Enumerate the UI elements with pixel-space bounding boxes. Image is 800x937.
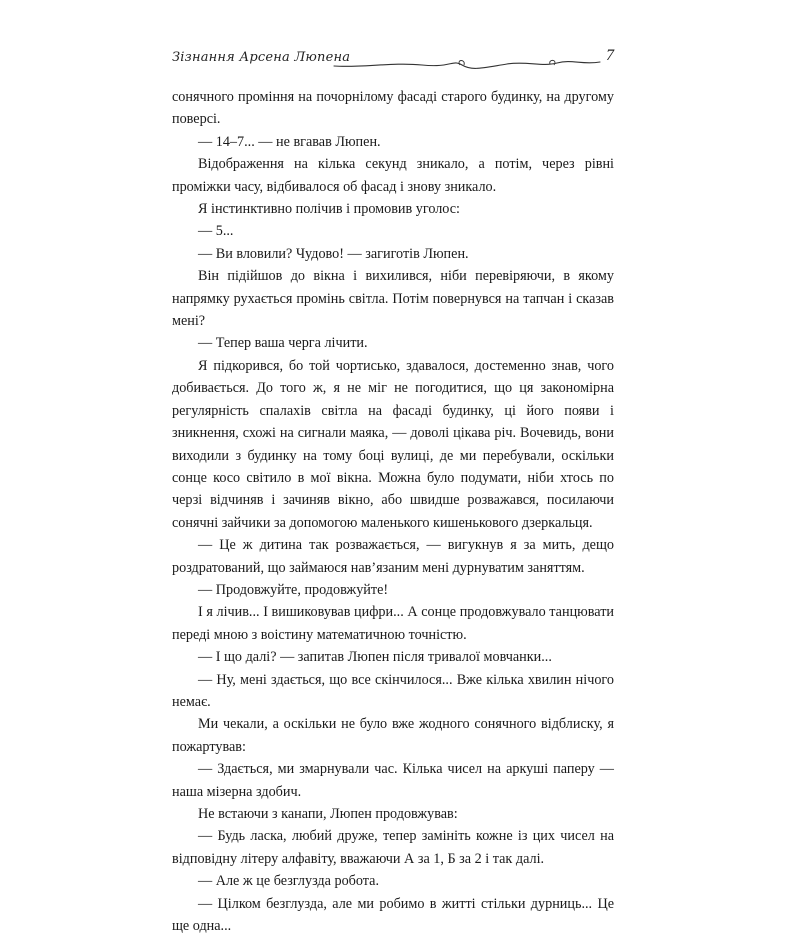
paragraph: І я лічив... І вишиковував цифри... А сонце продовжувало танцювати переді мною з воістину математичною точністю. [172,604,614,643]
page-number: 7 [606,47,614,64]
paragraph: — Ви вловили? Чудово! — загиготів Люпен. [198,245,469,262]
paragraph: Ми чекали, а оскільки не було вже жодного сонячного відблиску, я пожартував: [172,716,614,755]
running-title: Зізнання Арсена Люпена [172,50,351,65]
paragraph: — І що далі? — запитав Люпен після тривалої мовчанки... [198,649,552,666]
paragraph: — Ну, мені здається, що все скінчилося... Вже кілька хвилин нічого немає. [172,671,614,710]
paragraph: — 14–7... — не вгавав Люпен. [198,133,381,150]
paragraph: — Цілком безглузда, але ми робимо в житті стільки дурниць... Це ще одна... [172,895,614,935]
paragraph: — Продовжуйте, продовжуйте! [198,581,389,598]
paragraph: Він підійшов до вікна і вихилився, ніби перевіряючи, в якому напрямку рухається промінь світла. Потім повернувся на тапчан і сказав мені? [172,268,614,330]
page-header [172,44,622,84]
body-text [172,86,614,937]
paragraph: — Будь ласка, любий друже, тепер замініть кожне із цих чисел на відповідну літеру алфавіту, вважаючи А за 1, Б за 2 і так далі. [172,828,614,867]
paragraph: Я інстинктивно полічив і промовив уголос: [198,201,460,218]
paragraph: — Це ж дитина так розважається, — вигукнув я за мить, дещо роздратований, що займаюся нав’язаним мені дурнуватим заняттям. [172,537,614,576]
paragraph: Я підкорився, бо той чортисько, здавалося, достеменно знав, чого добивається. До того ж, я не міг не погодитися, що ця закономірна регулярність спалахів світла на фасаді будинку, ці його появи і зникнення, схожі на сигнали маяка, — доволі цікава річ. Вочевидь, вони виходили з будинку на тому боці вулиці, де ми перебували, оскільки сонце косо світило в мої вікна. Можна було подумати, ніби хтось по черзі відчиняв і зачиняв вікно, або швидше розважався, посилаючи сонячні зайчики за допомогою маленького кишенькового дзеркальця. [172,357,614,531]
paragraph: — Здається, ми змарнували час. Кілька чисел на аркуші паперу — наша мізерна здобич. [172,761,614,800]
paragraph: — 5... [198,223,234,240]
paragraph: — Але ж це безглузда робота. [198,873,380,890]
paragraph: Не встаючи з канапи, Люпен продовжував: [198,806,458,822]
paragraph: — Тепер ваша черга лічити. [198,335,368,352]
paragraph: сонячного проміння на почорнілому фасаді старого будинку, на другому поверсі. [172,89,614,128]
decorative-flourish [332,56,602,72]
paragraph: Відображення на кілька секунд зникало, а потім, через рівні проміжки часу, відбивалося об фасад і знову зникало. [172,156,614,195]
